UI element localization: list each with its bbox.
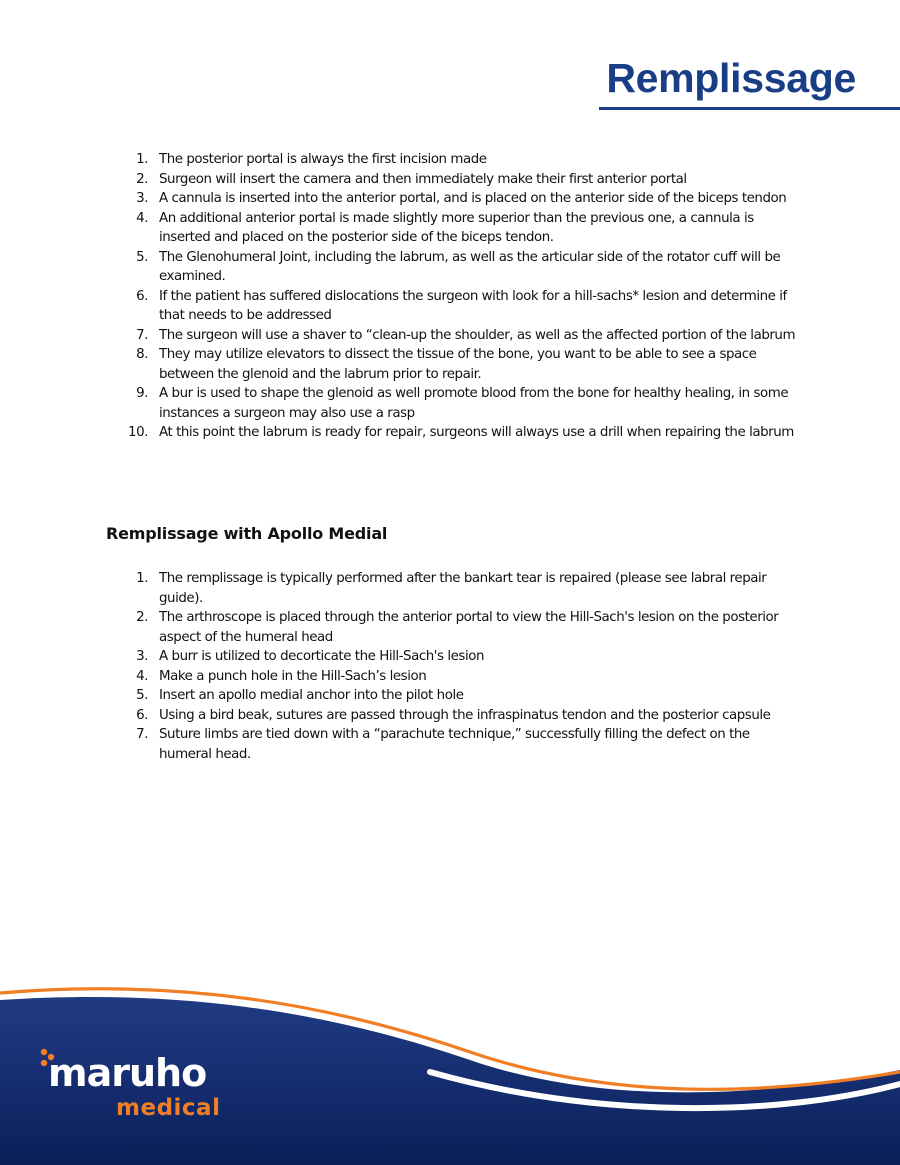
step-number: 5. <box>136 249 148 265</box>
list-item <box>0 189 900 209</box>
list-item <box>0 686 900 706</box>
step-text: The posterior portal is always the first incision made <box>159 152 487 167</box>
list-item <box>0 647 900 667</box>
list-item <box>0 608 900 647</box>
step-number: 3. <box>136 649 148 664</box>
list-item <box>0 209 900 248</box>
step-text: A cannula is inserted into the anterior portal, and is placed on the anterior side of the biceps tendon <box>159 191 787 206</box>
section-heading: Remplissage with Apollo Medial <box>106 524 388 543</box>
step-text: Make a punch hole in the Hill-Sach’s lesion <box>159 668 427 684</box>
step-text: At this point the labrum is ready for repair, surgeons will always use a drill when repairing the labrum <box>159 425 794 440</box>
logo-subtitle: medical <box>116 1095 221 1121</box>
procedure-steps-list <box>0 150 900 443</box>
list-item <box>0 423 900 443</box>
step-number: 7. <box>136 327 148 343</box>
list-item <box>0 248 900 287</box>
step-text: The Glenohumeral Joint, including the labrum, as well as the articular side of the rotator cuff will be examined. <box>159 249 781 284</box>
list-item <box>0 170 900 190</box>
apollo-steps-list <box>0 569 900 764</box>
list-item <box>0 345 900 384</box>
step-number: 6. <box>136 288 148 304</box>
step-text: The remplissage is typically performed after the bankart tear is repaired (please see labral repair guide). <box>159 571 767 606</box>
page-title: Remplissage <box>606 55 856 101</box>
step-number: 7. <box>136 727 148 742</box>
step-text: A burr is utilized to decorticate the Hill-Sach's lesion <box>159 649 484 664</box>
step-text: Surgeon will insert the camera and then immediately make their first anterior portal <box>159 171 687 187</box>
list-item <box>0 725 900 764</box>
step-text: Insert an apollo medial anchor into the pilot hole <box>159 688 464 703</box>
step-number: 2. <box>136 171 148 187</box>
step-number: 2. <box>136 610 148 625</box>
step-number: 1. <box>136 571 148 586</box>
step-text: Using a bird beak, sutures are passed through the infraspinatus tendon and the posterior capsule <box>159 707 771 723</box>
step-number: 8. <box>136 347 148 362</box>
step-number: 1. <box>136 152 148 167</box>
step-number: 10. <box>128 425 148 440</box>
list-item <box>0 287 900 326</box>
step-text: The surgeon will use a shaver to “clean-up the shoulder, as well as the affected portion of the labrum <box>159 327 796 343</box>
step-text: If the patient has suffered dislocations the surgeon with look for a hill-sachs* lesion and determine if that needs to be addressed <box>159 288 787 323</box>
title-underline <box>599 107 900 110</box>
step-number: 6. <box>136 707 148 723</box>
list-item <box>0 569 900 608</box>
list-item <box>0 150 900 170</box>
step-number: 4. <box>136 210 148 226</box>
list-item <box>0 706 900 726</box>
logo-wordmark: maruho <box>48 1051 207 1095</box>
step-number: 4. <box>136 668 148 684</box>
step-number: 5. <box>136 688 148 703</box>
step-text: The arthroscope is placed through the anterior portal to view the Hill-Sach's lesion on the posterior aspect of the humeral head <box>159 610 779 645</box>
step-number: 9. <box>136 386 148 401</box>
step-number: 3. <box>136 191 148 206</box>
step-text: A bur is used to shape the glenoid as well promote blood from the bone for healthy healing, in some instances a surgeon may also use a rasp <box>159 386 789 421</box>
maruho-medical-logo <box>38 1040 248 1130</box>
list-item <box>0 384 900 423</box>
list-item <box>0 667 900 687</box>
step-text: They may utilize elevators to dissect the tissue of the bone, you want to be able to see a space between the glenoid and the labrum prior to repair. <box>159 347 757 382</box>
step-text: Suture limbs are tied down with a “parachute technique,” successfully filling the defect on the humeral head. <box>159 727 750 762</box>
step-text: An additional anterior portal is made slightly more superior than the previous one, a cannula is inserted and placed on the posterior side of the biceps tendon. <box>159 210 754 245</box>
list-item <box>0 326 900 346</box>
